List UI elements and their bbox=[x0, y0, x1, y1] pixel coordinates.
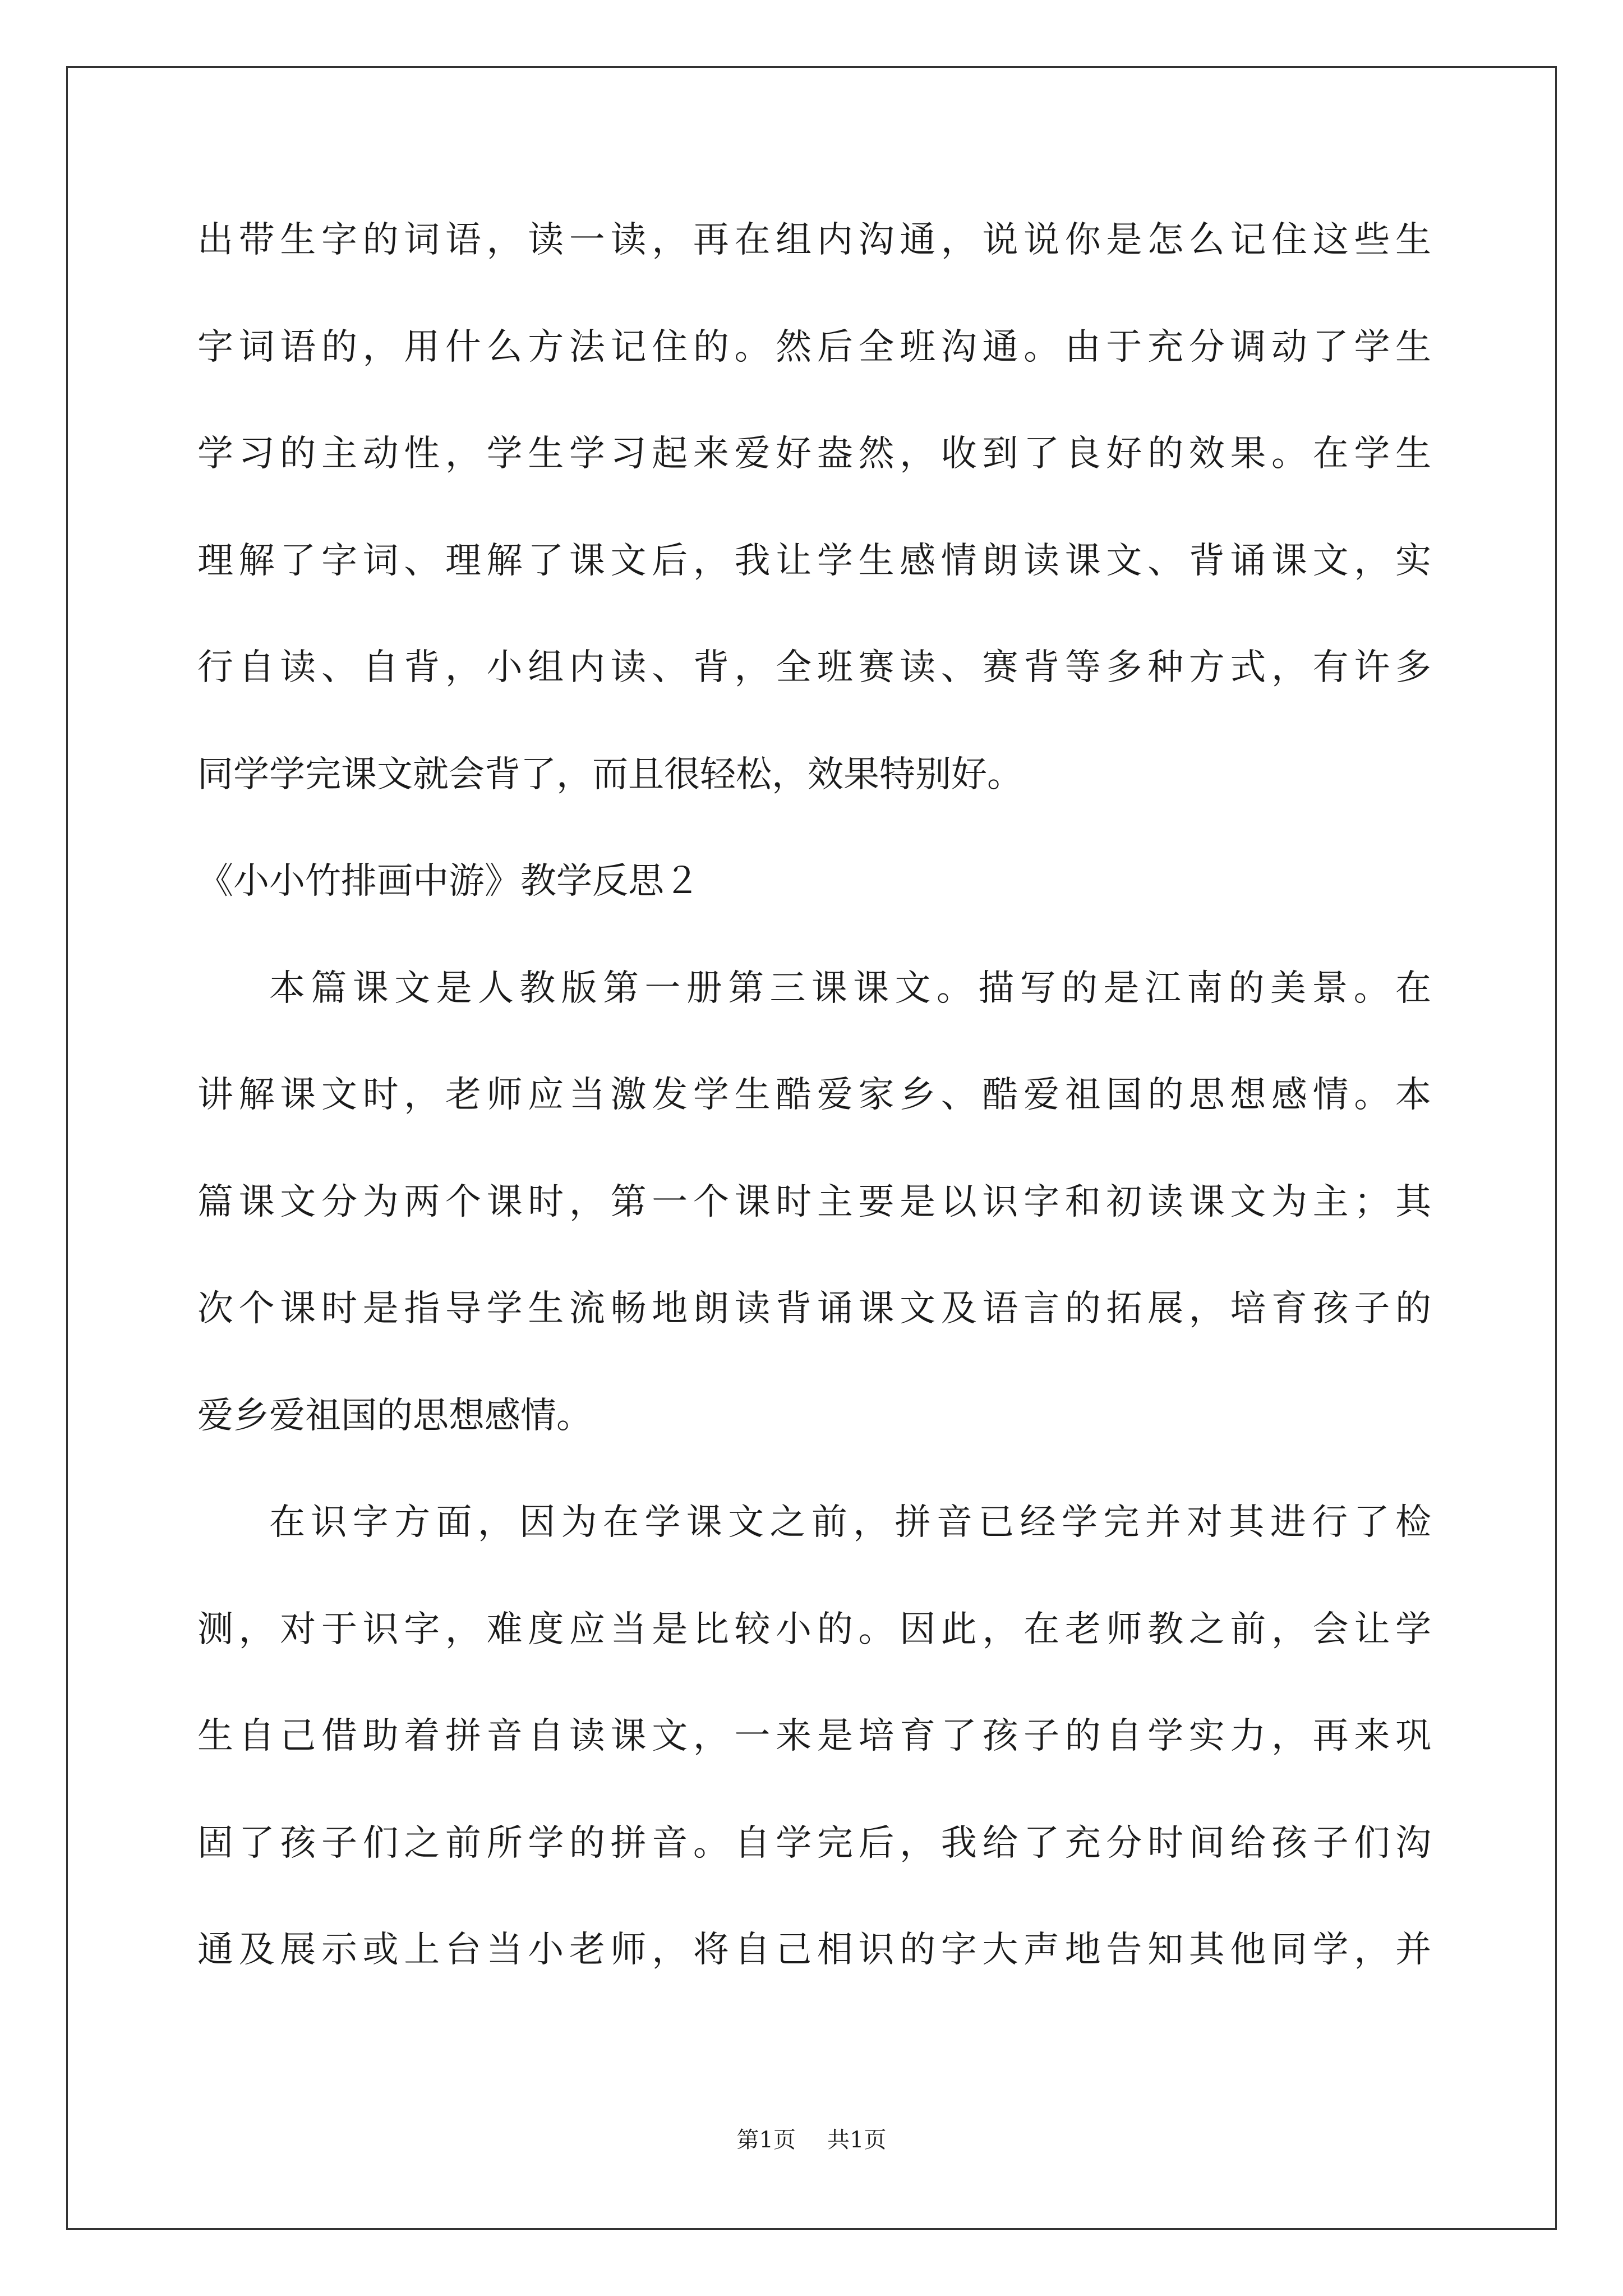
text-line-5: 行自读、自背，小组内读、背，全班赛读、赛背等多种方式，有许多 bbox=[197, 647, 1431, 688]
page-footer bbox=[0, 2126, 1623, 2154]
text-line-1: 出带生字的词语，读一读，再在组内沟通，说说你是怎么记住这些生 bbox=[197, 219, 1431, 261]
text-line-3: 学习的主动性，学生学习起来爱好盎然，收到了良好的效果。在学生 bbox=[197, 433, 1431, 475]
section-heading: 《小小竹排画中游》教学反思２ bbox=[197, 861, 700, 902]
text-line-8: 本篇课文是人教版第一册第三课课文。描写的是江南的美景。在 bbox=[269, 967, 1431, 1009]
text-line-6: 同学学完课文就会背了，而且很轻松，效果特别好。 bbox=[197, 753, 1023, 795]
text-line-2: 字词语的，用什么方法记住的。然后全班沟通。由于充分调动了学生 bbox=[197, 326, 1431, 368]
text-line-16: 固了孩子们之前所学的拼音。自学完后，我给了充分时间给孩子们沟 bbox=[197, 1822, 1431, 1864]
text-line-13: 在识字方面，因为在学课文之前，拼音已经学完并对其进行了检 bbox=[269, 1502, 1431, 1543]
text-line-14: 测，对于识字，难度应当是比较小的。因此，在老师教之前，会让学 bbox=[197, 1608, 1431, 1650]
page-total: 共1页 bbox=[827, 2127, 887, 2153]
text-line-11: 次个课时是指导学生流畅地朗读背诵课文及语言的拓展，培育孩子的 bbox=[197, 1288, 1431, 1329]
page-number: 第1页 bbox=[736, 2127, 796, 2153]
text-line-12: 爱乡爱祖国的思想感情。 bbox=[197, 1395, 592, 1437]
text-line-15: 生自己借助着拼音自读课文，一来是培育了孩子的自学实力，再来巩 bbox=[197, 1715, 1431, 1757]
document-body bbox=[197, 212, 1431, 2029]
text-line-9: 讲解课文时，老师应当激发学生酷爱家乡、酷爱祖国的思想感情。本 bbox=[197, 1074, 1431, 1116]
text-line-17: 通及展示或上台当小老师，将自己相识的字大声地告知其他同学，并 bbox=[197, 1929, 1431, 1971]
text-line-10: 篇课文分为两个课时，第一个课时主要是以识字和初读课文为主；其 bbox=[197, 1181, 1431, 1223]
text-line-4: 理解了字词、理解了课文后，我让学生感情朗读课文、背诵课文，实 bbox=[197, 540, 1431, 582]
